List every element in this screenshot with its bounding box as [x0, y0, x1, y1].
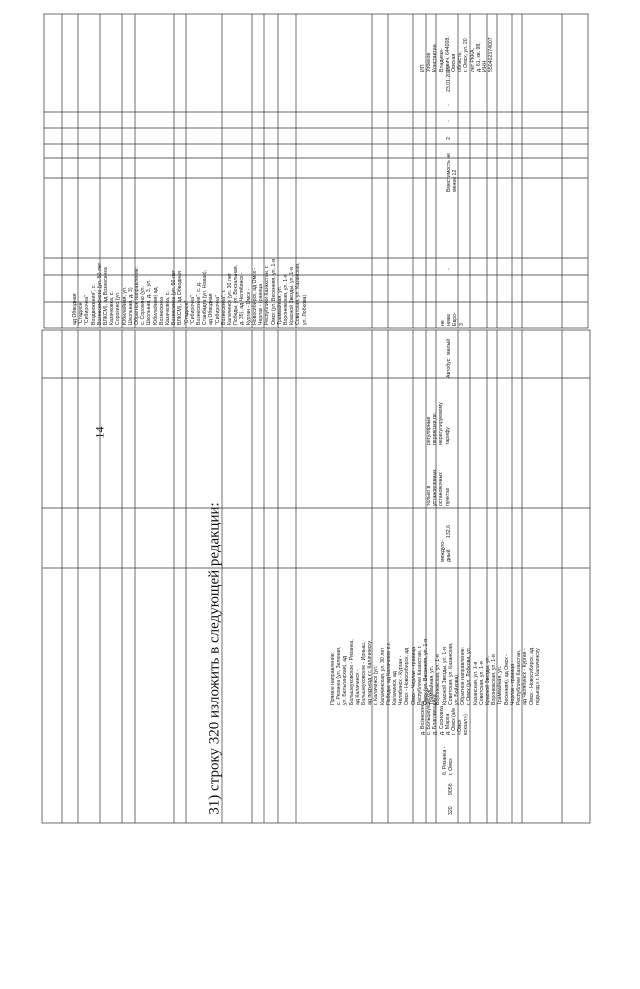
top-dash-3: - — [446, 104, 452, 106]
top-dash-1: - — [446, 268, 452, 270]
row-number: 320 — [448, 806, 454, 815]
vehicle-type: Автобус — [446, 358, 452, 378]
top-class: 2 — [446, 137, 452, 140]
page-number: 14 — [92, 426, 107, 439]
stop-order: только в установленных остановочных пунктах — [426, 469, 451, 506]
route-name: б. Рязанка - г. Омск — [442, 746, 455, 775]
vehicle-class: малый — [446, 338, 452, 355]
top-carrier: ИП Узбеков Константин Владими- рович, 644008, Омская область, г. Омск, ул. 20 лет РККА, д. 61, кв. 98, ИНН 550402374007 — [420, 36, 495, 72]
route-number: 905б — [448, 783, 454, 795]
top-vehicle-capacity: Вместимость не менее 12 — [446, 152, 459, 192]
distance: 132,6 — [446, 525, 452, 538]
streets-list: Прямое направление: с. Рязанка (ул. Зеленая, ул. Бельгинская), ад Большеуковское - Рязанка, ад Калачинск - Большеуковское - Ирныш, ад подъезд к г. Калачинску г. Калачинск (ул. Калачинская, ул. 30 лет Победы, ад Калачинск е.г. Калачинск, ад Челябинск - Курган - Омск - Новосибирск, ад Омск - Черлак - граница Республики Казахстан, г. Омск (ул. Весенняя, ул. 1-я Трамвайная, ул. Воронежская, ул. 1-я Красной Звезды, ул. 1-я Советская, ул. Казанская, ул. Бойкова) Обратное направление: г. Омск (ул. Лобкова, ул. Казанская, ул. 1-я Советская, ул. 1-я Красной Звезды, ул. Воронежская, ул. 1-я Трамвайная, ул. Весенняя), ад Омск - Черлак - граница Республики Казахстан, ад Челябинск - Курган - Омск - Новосибирск, ад подъезд к г. Калачинску — [330, 639, 541, 705]
intermediate-stops: д. Вознесенка с. Большеуковское д. Благовещенка д. Сосновка д. Марка г. Омск (а/в «Омск вокзал») — [420, 689, 470, 735]
top-route-stops: ад Обводная "Стадион "Сибирочка" Воздвижения", с. Вознесенского (ул. 50 лет ВЛКСМ), ад Вознесенка Казачковка, с. Сорокино (ул. Юбилейная, ул. Школьная, д. 3) Обратное направление: с. Сорокино (ул. Школьная, д. 3, ул. Юбилейная) ад Вознесенка Казачковка, с. Вознесенка (ул. 50 лет ВЛКСМ), ад Обводная "Стадион" "Сибирочка" Вознесение", с. д. Станбадга (ул. Новая), ад Обводная "Сибирочка" Вознесенка", г. Калачинск (ул. 30 лет Победы, ул. Вокзальная, д. 35), ад Челябинск - Курган - Омск - Новосибирск, ад Омск - Черлак - граница Республики Казахстан, г. Омск (ул. Весенняя, ул. 1-я Трамвайная, ул. Воронежская, ул. 1-я Красной Звезды, ул. 1-я Советская, ул. Казанская, ул. Лобкова) — [72, 259, 308, 325]
connection-type: междуго- дный — [440, 540, 453, 562]
top-dash-2: - — [446, 120, 452, 122]
top-date: 23.01.2015 — [446, 66, 452, 92]
section-heading: 31) строку 320 изложить в следующей редакции: — [206, 502, 223, 815]
eco-class: не ниже Евро- 3 — [440, 312, 465, 326]
tariff: регулярные перевозки по нерегулируемому тарифу — [426, 402, 451, 445]
bottom-table-border — [42, 330, 590, 823]
